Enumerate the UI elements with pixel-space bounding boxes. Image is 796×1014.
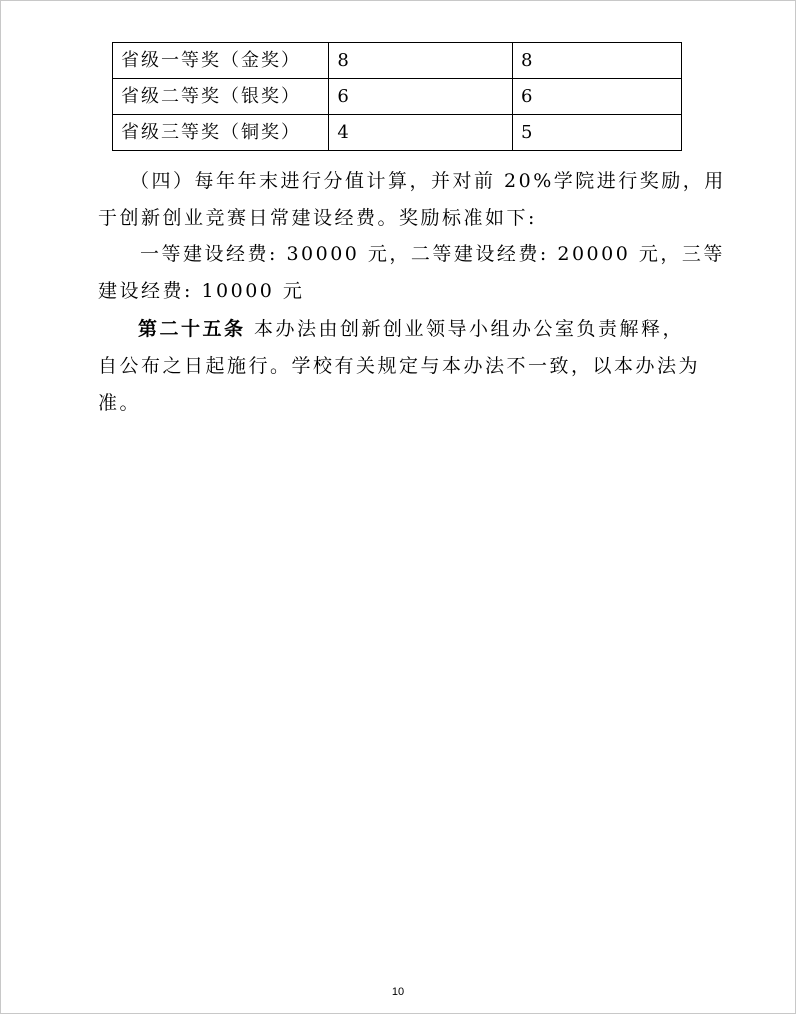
value-cell: 4 bbox=[329, 115, 513, 151]
value-cell: 5 bbox=[512, 115, 681, 151]
table-row bbox=[113, 79, 682, 115]
page-number: 10 bbox=[391, 986, 405, 998]
article-title: 第二十五条 bbox=[138, 318, 246, 340]
value-cell: 6 bbox=[329, 79, 513, 115]
paragraph-line: 于创新创业竞赛日常建设经费。奖励标准如下: bbox=[98, 207, 537, 229]
award-table bbox=[112, 42, 682, 151]
table-row bbox=[113, 43, 682, 79]
paragraph-line: （四）每年年末进行分值计算，并对前 20%学院进行奖励，用 bbox=[130, 170, 726, 192]
table-row bbox=[113, 115, 682, 151]
paragraph-line: 一等建设经费: 30000 元，二等建设经费: 20000 元，三等 bbox=[140, 243, 725, 265]
article-line bbox=[138, 310, 738, 348]
value-cell: 6 bbox=[512, 79, 681, 115]
value-cell: 8 bbox=[512, 43, 681, 79]
value-cell: 8 bbox=[329, 43, 513, 79]
paragraph-line: 自公布之日起施行。学校有关规定与本办法不一致，以本办法为 bbox=[98, 355, 701, 377]
paragraph-line: 准。 bbox=[98, 392, 142, 414]
award-level-cell: 省级三等奖（铜奖） bbox=[113, 115, 329, 151]
paragraph-line: 建设经费: 10000 元 bbox=[98, 280, 305, 302]
article-text: 本办法由创新创业领导小组办公室负责解释， bbox=[245, 318, 685, 340]
award-level-cell: 省级一等奖（金奖） bbox=[113, 43, 329, 79]
award-level-cell: 省级二等奖（银奖） bbox=[113, 79, 329, 115]
